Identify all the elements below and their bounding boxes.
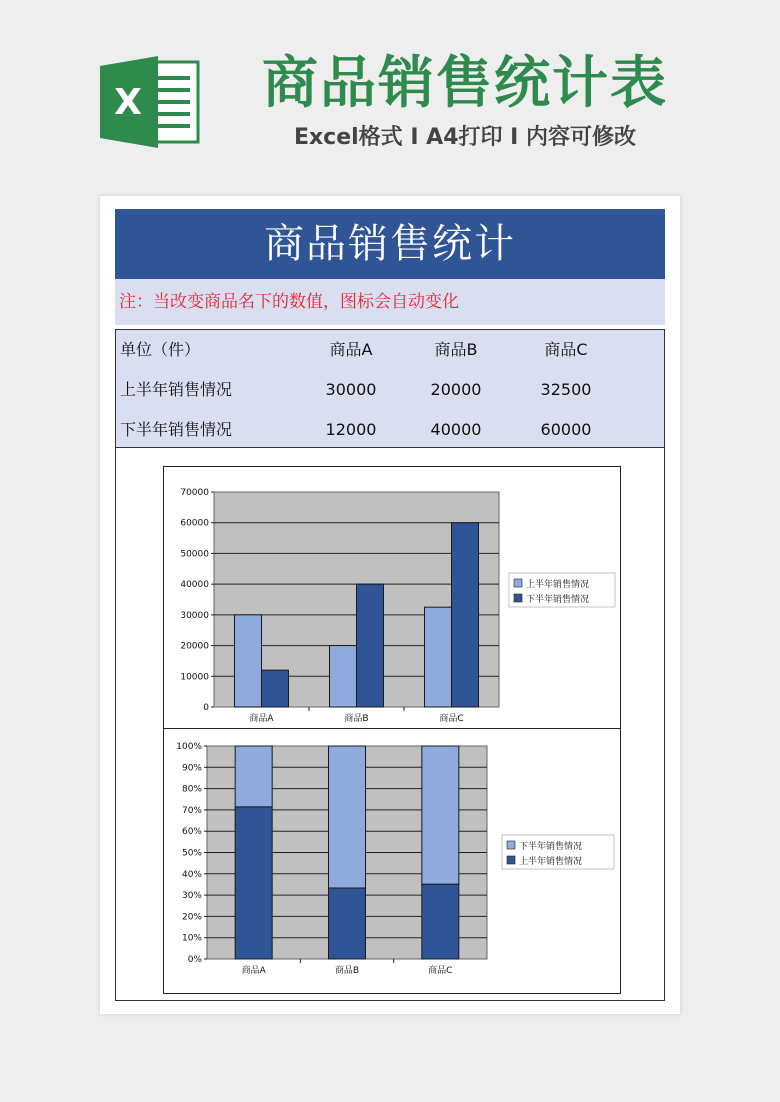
y-tick-label: 70000 — [180, 488, 209, 498]
y-tick-label: 10% — [181, 933, 202, 944]
legend-label: 上半年销售情况 — [526, 580, 590, 590]
legend-swatch — [514, 579, 522, 587]
bar — [452, 523, 479, 707]
y-tick-label: 90% — [181, 763, 202, 774]
table-header-cell[interactable]: 商品C — [544, 340, 588, 359]
bar — [235, 615, 262, 707]
sales-table — [115, 329, 665, 448]
table-cell[interactable]: 下半年销售情况 — [120, 420, 233, 439]
y-tick-label: 80% — [181, 784, 202, 795]
table-header-cell[interactable]: 商品B — [434, 340, 478, 359]
legend-label: 上半年销售情况 — [519, 857, 583, 867]
stacked-bar-segment — [329, 888, 366, 959]
page-title: 商品销售统计表 — [262, 51, 668, 116]
y-tick-label: 50% — [181, 848, 202, 859]
bar — [330, 646, 357, 707]
spreadsheet-page — [100, 196, 680, 1014]
stacked-bar-segment — [422, 884, 459, 959]
y-tick-label: 0% — [187, 955, 202, 965]
percent-stacked-bar-chart[interactable] — [163, 728, 621, 994]
table-row — [116, 410, 664, 450]
x-tick-label: 商品B — [334, 966, 360, 976]
table-cell[interactable]: 30000 — [325, 380, 377, 399]
y-tick-label: 20% — [181, 912, 202, 923]
y-tick-label: 40% — [181, 869, 202, 880]
stacked-bar-segment — [422, 746, 459, 884]
logo-letter: X — [114, 82, 142, 123]
sheet-note: 注：当改变商品名下的数值，图标会自动变化 — [115, 279, 665, 325]
y-tick-label: 10000 — [180, 672, 209, 683]
table-cell[interactable]: 上半年销售情况 — [120, 380, 233, 399]
y-tick-label: 100% — [176, 742, 202, 752]
table-header-row — [116, 330, 664, 370]
legend-swatch — [514, 594, 522, 602]
legend-swatch — [507, 841, 515, 849]
y-tick-label: 60000 — [180, 518, 209, 529]
y-tick-label: 30% — [181, 891, 202, 902]
stacked-bar-segment — [235, 746, 272, 807]
percent-stacked-bar-chart-svg — [164, 729, 620, 993]
y-tick-label: 20000 — [180, 641, 209, 652]
table-header-cell[interactable]: 商品A — [329, 340, 373, 359]
table-cell[interactable]: 20000 — [430, 380, 482, 399]
legend-swatch — [507, 856, 515, 864]
x-tick-label: 商品A — [249, 714, 274, 724]
bar — [357, 584, 384, 707]
page-subtitle: Excel格式 I A4打印 I 内容可修改 — [293, 125, 637, 150]
clustered-bar-chart[interactable] — [163, 466, 621, 730]
y-tick-label: 30000 — [180, 610, 209, 621]
y-tick-label: 0 — [203, 703, 209, 713]
legend-label: 下半年销售情况 — [519, 842, 583, 852]
sheet-banner-title: 商品销售统计 — [115, 209, 665, 279]
table-header-cell[interactable]: 单位（件） — [120, 340, 201, 359]
charts-area — [115, 448, 665, 1001]
table-cell[interactable]: 40000 — [430, 420, 482, 439]
bar — [425, 607, 452, 707]
table-cell[interactable]: 60000 — [540, 420, 592, 439]
y-tick-label: 60% — [181, 827, 202, 838]
excel-logo-icon — [100, 56, 200, 148]
table-cell[interactable]: 32500 — [540, 380, 592, 399]
stacked-bar-segment — [235, 807, 272, 959]
legend-label: 下半年销售情况 — [526, 595, 590, 605]
stacked-bar-segment — [329, 746, 366, 888]
x-tick-label: 商品A — [241, 966, 266, 976]
table-cell[interactable]: 12000 — [325, 420, 377, 439]
x-tick-label: 商品C — [439, 714, 464, 724]
bar — [262, 670, 289, 707]
table-row — [116, 370, 664, 410]
y-tick-label: 40000 — [180, 580, 209, 591]
y-tick-label: 70% — [181, 805, 202, 816]
x-tick-label: 商品C — [428, 966, 453, 976]
y-tick-label: 50000 — [180, 549, 209, 560]
x-tick-label: 商品B — [344, 714, 369, 724]
clustered-bar-chart-svg — [164, 467, 620, 729]
